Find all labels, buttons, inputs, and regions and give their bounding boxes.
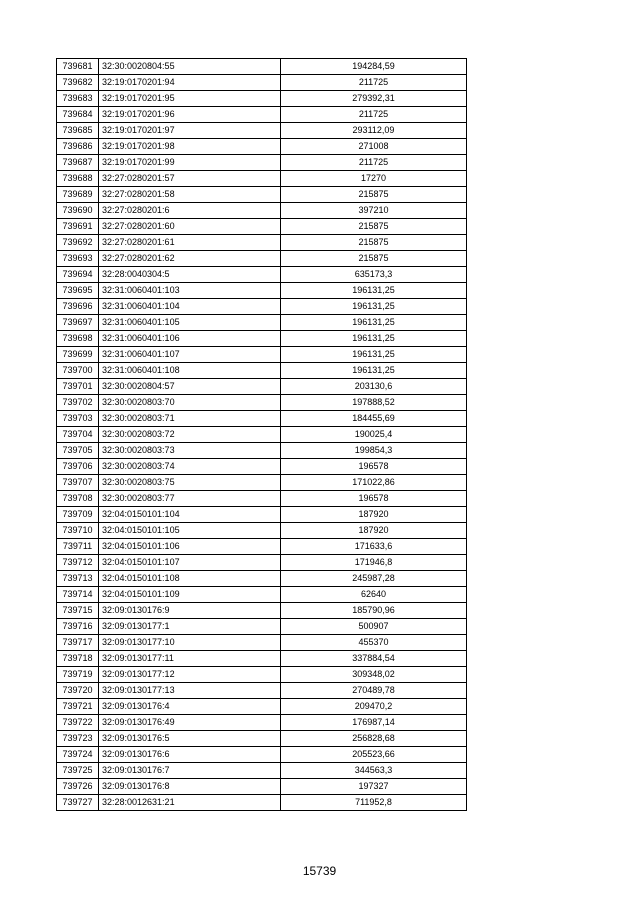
cadastral-number-cell: 32:04:0150101:108: [99, 571, 281, 587]
value-cell: 196131,25: [281, 347, 467, 363]
record-id-cell: 739699: [57, 347, 99, 363]
value-cell: 309348,02: [281, 667, 467, 683]
table-row: [57, 683, 467, 699]
record-id-cell: 739717: [57, 635, 99, 651]
cadastral-number-cell: 32:04:0150101:105: [99, 523, 281, 539]
value-cell: 256828,68: [281, 731, 467, 747]
table-row: [57, 555, 467, 571]
record-id-cell: 739706: [57, 459, 99, 475]
value-cell: 197327: [281, 779, 467, 795]
cadastral-number-cell: 32:09:0130176:6: [99, 747, 281, 763]
cadastral-number-cell: 32:09:0130176:4: [99, 699, 281, 715]
value-cell: 196131,25: [281, 331, 467, 347]
records-table-body: [57, 59, 467, 811]
record-id-cell: 739702: [57, 395, 99, 411]
record-id-cell: 739696: [57, 299, 99, 315]
value-cell: 171633,6: [281, 539, 467, 555]
cadastral-number-cell: 32:30:0020803:73: [99, 443, 281, 459]
record-id-cell: 739719: [57, 667, 99, 683]
cadastral-number-cell: 32:30:0020803:72: [99, 427, 281, 443]
record-id-cell: 739691: [57, 219, 99, 235]
value-cell: 17270: [281, 171, 467, 187]
table-row: [57, 139, 467, 155]
cadastral-number-cell: 32:30:0020803:74: [99, 459, 281, 475]
table-row: [57, 91, 467, 107]
record-id-cell: 739686: [57, 139, 99, 155]
cadastral-number-cell: 32:27:0280201:58: [99, 187, 281, 203]
value-cell: 271008: [281, 139, 467, 155]
record-id-cell: 739707: [57, 475, 99, 491]
value-cell: 211725: [281, 107, 467, 123]
value-cell: 337884,54: [281, 651, 467, 667]
table-row: [57, 299, 467, 315]
record-id-cell: 739716: [57, 619, 99, 635]
value-cell: 190025,4: [281, 427, 467, 443]
table-row: [57, 779, 467, 795]
value-cell: 171946,8: [281, 555, 467, 571]
record-id-cell: 739724: [57, 747, 99, 763]
record-id-cell: 739693: [57, 251, 99, 267]
record-id-cell: 739727: [57, 795, 99, 811]
value-cell: 211725: [281, 155, 467, 171]
value-cell: 185790,96: [281, 603, 467, 619]
value-cell: 171022,86: [281, 475, 467, 491]
table-row: [57, 795, 467, 811]
record-id-cell: 739721: [57, 699, 99, 715]
page-number: 15739: [302, 864, 337, 878]
value-cell: 500907: [281, 619, 467, 635]
table-row: [57, 635, 467, 651]
cadastral-number-cell: 32:04:0150101:107: [99, 555, 281, 571]
record-id-cell: 739688: [57, 171, 99, 187]
record-id-cell: 739684: [57, 107, 99, 123]
record-id-cell: 739692: [57, 235, 99, 251]
cadastral-number-cell: 32:30:0020803:70: [99, 395, 281, 411]
table-row: [57, 427, 467, 443]
record-id-cell: 739689: [57, 187, 99, 203]
value-cell: 196131,25: [281, 363, 467, 379]
value-cell: 215875: [281, 187, 467, 203]
record-id-cell: 739708: [57, 491, 99, 507]
cadastral-number-cell: 32:19:0170201:96: [99, 107, 281, 123]
value-cell: 196131,25: [281, 299, 467, 315]
value-cell: 205523,66: [281, 747, 467, 763]
cadastral-number-cell: 32:09:0130177:1: [99, 619, 281, 635]
cadastral-number-cell: 32:30:0020803:77: [99, 491, 281, 507]
record-id-cell: 739720: [57, 683, 99, 699]
cadastral-number-cell: 32:27:0280201:57: [99, 171, 281, 187]
cadastral-number-cell: 32:30:0020804:55: [99, 59, 281, 75]
cadastral-number-cell: 32:31:0060401:103: [99, 283, 281, 299]
table-row: [57, 523, 467, 539]
table-row: [57, 587, 467, 603]
value-cell: 211725: [281, 75, 467, 91]
table-row: [57, 459, 467, 475]
table-row: [57, 411, 467, 427]
record-id-cell: 739694: [57, 267, 99, 283]
record-id-cell: 739683: [57, 91, 99, 107]
record-id-cell: 739697: [57, 315, 99, 331]
cadastral-number-cell: 32:09:0130176:49: [99, 715, 281, 731]
cadastral-number-cell: 32:09:0130177:13: [99, 683, 281, 699]
table-row: [57, 267, 467, 283]
value-cell: 199854,3: [281, 443, 467, 459]
value-cell: 194284,59: [281, 59, 467, 75]
value-cell: 209470,2: [281, 699, 467, 715]
record-id-cell: 739712: [57, 555, 99, 571]
value-cell: 196578: [281, 491, 467, 507]
value-cell: 203130,6: [281, 379, 467, 395]
record-id-cell: 739713: [57, 571, 99, 587]
cadastral-number-cell: 32:04:0150101:109: [99, 587, 281, 603]
cadastral-number-cell: 32:09:0130176:9: [99, 603, 281, 619]
record-id-cell: 739714: [57, 587, 99, 603]
cadastral-number-cell: 32:19:0170201:97: [99, 123, 281, 139]
table-row: [57, 395, 467, 411]
table-row: [57, 443, 467, 459]
table-row: [57, 763, 467, 779]
table-row: [57, 667, 467, 683]
value-cell: 187920: [281, 507, 467, 523]
record-id-cell: 739726: [57, 779, 99, 795]
table-row: [57, 731, 467, 747]
cadastral-number-cell: 32:09:0130177:12: [99, 667, 281, 683]
value-cell: 215875: [281, 235, 467, 251]
value-cell: 293112,09: [281, 123, 467, 139]
cadastral-number-cell: 32:19:0170201:99: [99, 155, 281, 171]
record-id-cell: 739687: [57, 155, 99, 171]
cadastral-number-cell: 32:04:0150101:106: [99, 539, 281, 555]
table-row: [57, 59, 467, 75]
table-row: [57, 699, 467, 715]
table-row: [57, 75, 467, 91]
cadastral-number-cell: 32:19:0170201:94: [99, 75, 281, 91]
table-row: [57, 219, 467, 235]
table-row: [57, 251, 467, 267]
cadastral-number-cell: 32:19:0170201:95: [99, 91, 281, 107]
table-row: [57, 107, 467, 123]
cadastral-number-cell: 32:30:0020803:75: [99, 475, 281, 491]
records-table: [56, 58, 467, 811]
cadastral-number-cell: 32:31:0060401:104: [99, 299, 281, 315]
cadastral-number-cell: 32:09:0130177:11: [99, 651, 281, 667]
cadastral-number-cell: 32:27:0280201:60: [99, 219, 281, 235]
value-cell: 184455,69: [281, 411, 467, 427]
value-cell: 455370: [281, 635, 467, 651]
value-cell: 62640: [281, 587, 467, 603]
record-id-cell: 739703: [57, 411, 99, 427]
table-row: [57, 171, 467, 187]
table-row: [57, 619, 467, 635]
value-cell: 176987,14: [281, 715, 467, 731]
record-id-cell: 739698: [57, 331, 99, 347]
table-row: [57, 571, 467, 587]
record-id-cell: 739710: [57, 523, 99, 539]
value-cell: 711952,8: [281, 795, 467, 811]
record-id-cell: 739725: [57, 763, 99, 779]
cadastral-number-cell: 32:31:0060401:105: [99, 315, 281, 331]
record-id-cell: 739695: [57, 283, 99, 299]
record-id-cell: 739722: [57, 715, 99, 731]
table-row: [57, 235, 467, 251]
record-id-cell: 739718: [57, 651, 99, 667]
table-row: [57, 315, 467, 331]
record-id-cell: 739711: [57, 539, 99, 555]
value-cell: 215875: [281, 219, 467, 235]
cadastral-number-cell: 32:28:0012631:21: [99, 795, 281, 811]
table-row: [57, 539, 467, 555]
value-cell: 397210: [281, 203, 467, 219]
cadastral-number-cell: 32:27:0280201:61: [99, 235, 281, 251]
cadastral-number-cell: 32:31:0060401:108: [99, 363, 281, 379]
record-id-cell: 739705: [57, 443, 99, 459]
record-id-cell: 739700: [57, 363, 99, 379]
table-row: [57, 203, 467, 219]
cadastral-number-cell: 32:09:0130176:7: [99, 763, 281, 779]
record-id-cell: 739682: [57, 75, 99, 91]
table-row: [57, 491, 467, 507]
value-cell: 215875: [281, 251, 467, 267]
value-cell: 635173,3: [281, 267, 467, 283]
cadastral-number-cell: 32:28:0040304:5: [99, 267, 281, 283]
table-row: [57, 283, 467, 299]
table-row: [57, 331, 467, 347]
value-cell: 245987,28: [281, 571, 467, 587]
table-row: [57, 363, 467, 379]
record-id-cell: 739709: [57, 507, 99, 523]
cadastral-number-cell: 32:09:0130176:5: [99, 731, 281, 747]
cadastral-number-cell: 32:19:0170201:98: [99, 139, 281, 155]
value-cell: 270489,78: [281, 683, 467, 699]
cadastral-number-cell: 32:27:0280201:62: [99, 251, 281, 267]
cadastral-number-cell: 32:30:0020804:57: [99, 379, 281, 395]
value-cell: 344563,3: [281, 763, 467, 779]
record-id-cell: 739723: [57, 731, 99, 747]
table-row: [57, 123, 467, 139]
value-cell: 279392,31: [281, 91, 467, 107]
record-id-cell: 739681: [57, 59, 99, 75]
table-row: [57, 347, 467, 363]
cadastral-number-cell: 32:09:0130177:10: [99, 635, 281, 651]
record-id-cell: 739690: [57, 203, 99, 219]
record-id-cell: 739704: [57, 427, 99, 443]
record-id-cell: 739701: [57, 379, 99, 395]
cadastral-number-cell: 32:04:0150101:104: [99, 507, 281, 523]
value-cell: 197888,52: [281, 395, 467, 411]
value-cell: 196578: [281, 459, 467, 475]
value-cell: 187920: [281, 523, 467, 539]
table-row: [57, 507, 467, 523]
table-row: [57, 747, 467, 763]
value-cell: 196131,25: [281, 283, 467, 299]
cadastral-number-cell: 32:30:0020803:71: [99, 411, 281, 427]
table-row: [57, 651, 467, 667]
table-row: [57, 187, 467, 203]
cadastral-number-cell: 32:31:0060401:107: [99, 347, 281, 363]
record-id-cell: 739685: [57, 123, 99, 139]
table-row: [57, 603, 467, 619]
record-id-cell: 739715: [57, 603, 99, 619]
table-row: [57, 155, 467, 171]
cadastral-number-cell: 32:27:0280201:6: [99, 203, 281, 219]
table-row: [57, 475, 467, 491]
cadastral-number-cell: 32:31:0060401:106: [99, 331, 281, 347]
value-cell: 196131,25: [281, 315, 467, 331]
table-row: [57, 715, 467, 731]
cadastral-number-cell: 32:09:0130176:8: [99, 779, 281, 795]
table-row: [57, 379, 467, 395]
